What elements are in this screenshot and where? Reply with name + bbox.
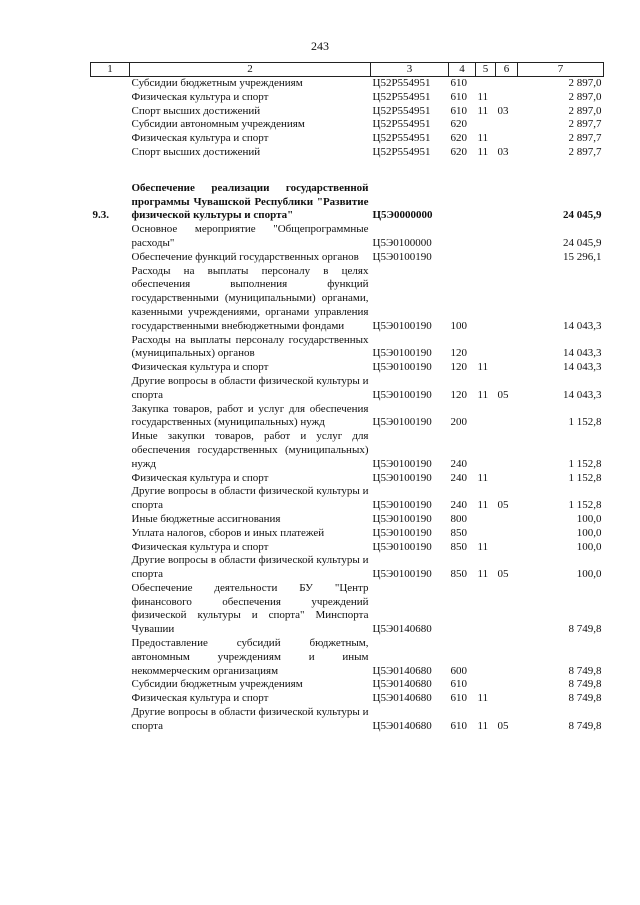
header-col-4: 4 bbox=[449, 63, 476, 77]
target-code: Ц5Э0100190 bbox=[372, 540, 432, 553]
row-number bbox=[91, 105, 130, 119]
table-row bbox=[91, 554, 604, 582]
subsection: 03 bbox=[497, 145, 509, 158]
target-code: Ц5Э0100190 bbox=[372, 319, 432, 332]
row-number bbox=[91, 541, 130, 555]
row-name: Физическая культура и спорт bbox=[131, 132, 269, 145]
subsection bbox=[496, 182, 518, 223]
section: 11 bbox=[477, 145, 489, 158]
target-code: Ц5Э0100190 bbox=[372, 416, 432, 429]
section bbox=[476, 251, 496, 265]
row-number bbox=[91, 77, 130, 91]
row-name: Обеспечение функций государственных органов bbox=[131, 250, 359, 263]
expense-type bbox=[449, 251, 476, 265]
table-row bbox=[91, 706, 604, 734]
target-code: Ц52Р554951 bbox=[372, 90, 431, 103]
amount: 8 749,8 bbox=[568, 678, 602, 691]
amount: 1 152,8 bbox=[568, 457, 602, 470]
row-name: Физическая культура и спорт bbox=[131, 692, 269, 705]
subsection bbox=[496, 472, 518, 486]
subsection: 05 bbox=[497, 388, 509, 401]
expense-type: 850 bbox=[450, 568, 467, 581]
expense-type: 240 bbox=[450, 499, 467, 512]
section: 11 bbox=[477, 104, 489, 117]
amount: 2 897,7 bbox=[568, 145, 602, 158]
expense-type: 240 bbox=[450, 471, 467, 484]
row-number bbox=[91, 430, 130, 471]
subsection bbox=[496, 77, 518, 91]
row-name: Спорт высших достижений bbox=[131, 104, 261, 117]
row-name: Иные бюджетные ассигнования bbox=[131, 512, 281, 525]
table-row bbox=[91, 182, 604, 223]
section bbox=[476, 182, 496, 223]
row-name: Субсидии бюджетным учреждениям bbox=[131, 77, 303, 89]
amount: 15 296,1 bbox=[563, 250, 602, 263]
row-number bbox=[91, 265, 130, 334]
row-name: Обеспечение реализации государственной программы Чувашской Республики "Развитие физической культуры и спорта" bbox=[131, 181, 369, 222]
row-number bbox=[91, 637, 130, 678]
row-name: Физическая культура и спорт bbox=[131, 90, 269, 103]
amount: 2 897,0 bbox=[568, 90, 602, 103]
subsection bbox=[496, 582, 518, 637]
section bbox=[476, 334, 496, 362]
row-name: Другие вопросы в области физической культуры и спорта bbox=[131, 706, 369, 732]
target-code: Ц5Э0140680 bbox=[372, 692, 432, 705]
table-row bbox=[91, 637, 604, 678]
row-name: Физическая культура и спорт bbox=[131, 471, 269, 484]
amount: 2 897,7 bbox=[568, 118, 602, 131]
expense-type: 850 bbox=[450, 526, 467, 539]
target-code: Ц5Э0100000 bbox=[372, 236, 432, 249]
table-row bbox=[91, 403, 604, 431]
table-row bbox=[91, 334, 604, 362]
section: 11 bbox=[477, 471, 489, 484]
table-row bbox=[91, 132, 604, 146]
target-code: Ц5Э0000000 bbox=[372, 209, 433, 222]
subsection bbox=[496, 527, 518, 541]
expense-type: 610 bbox=[450, 678, 467, 691]
target-code: Ц5Э0140680 bbox=[372, 664, 432, 677]
table-body bbox=[91, 77, 604, 734]
expense-type bbox=[449, 582, 476, 637]
expense-type: 620 bbox=[450, 118, 467, 131]
table-row bbox=[91, 251, 604, 265]
expense-type: 120 bbox=[450, 388, 467, 401]
spacer-cell bbox=[91, 160, 604, 182]
row-number bbox=[91, 361, 130, 375]
amount: 2 897,0 bbox=[568, 77, 602, 89]
row-name: Уплата налогов, сборов и иных платежей bbox=[131, 526, 325, 539]
subsection bbox=[496, 361, 518, 375]
table-row bbox=[91, 223, 604, 251]
amount: 2 897,7 bbox=[568, 132, 602, 145]
target-code: Ц5Э0100190 bbox=[372, 388, 432, 401]
subsection bbox=[496, 334, 518, 362]
subsection bbox=[496, 265, 518, 334]
target-code: Ц52Р554951 bbox=[372, 132, 431, 145]
section bbox=[476, 637, 496, 678]
row-number bbox=[91, 554, 130, 582]
amount: 1 152,8 bbox=[568, 471, 602, 484]
table-row bbox=[91, 692, 604, 706]
row-number bbox=[91, 223, 130, 251]
subsection: 03 bbox=[497, 104, 509, 117]
subsection bbox=[496, 132, 518, 146]
row-name: Иные закупки товаров, работ и услуг для обеспечения государственных (муниципальных) нужд bbox=[131, 430, 369, 470]
row-number bbox=[91, 146, 130, 160]
header-col-2: 2 bbox=[130, 63, 371, 77]
subsection bbox=[496, 251, 518, 265]
target-code: Ц5Э0100190 bbox=[372, 457, 432, 470]
table-row bbox=[91, 485, 604, 513]
amount: 100,0 bbox=[576, 526, 602, 539]
row-name: Обеспечение деятельности БУ "Центр финансового обеспечения учреждений физической культуры и спорта" Минспорта Чувашии bbox=[131, 581, 369, 636]
subsection bbox=[496, 223, 518, 251]
section: 11 bbox=[477, 132, 489, 145]
amount: 100,0 bbox=[576, 512, 602, 525]
section: 11 bbox=[477, 692, 489, 705]
target-code: Ц5Э0100190 bbox=[372, 471, 432, 484]
target-code: Ц52Р554951 bbox=[372, 145, 431, 158]
section bbox=[476, 678, 496, 692]
section: 11 bbox=[477, 719, 489, 732]
target-code: Ц5Э0100190 bbox=[372, 361, 432, 374]
row-number bbox=[91, 132, 130, 146]
header-col-3: 3 bbox=[371, 63, 449, 77]
subsection: 05 bbox=[497, 719, 509, 732]
table-row bbox=[91, 513, 604, 527]
target-code: Ц52Р554951 bbox=[372, 118, 431, 131]
target-code: Ц5Э0100190 bbox=[372, 526, 432, 539]
row-number bbox=[91, 678, 130, 692]
expense-type bbox=[449, 223, 476, 251]
amount: 8 749,8 bbox=[568, 664, 602, 677]
section: 11 bbox=[477, 90, 489, 103]
expense-type: 620 bbox=[450, 132, 467, 145]
table-row bbox=[91, 91, 604, 105]
table-row bbox=[91, 472, 604, 486]
table-row bbox=[91, 541, 604, 555]
expense-type bbox=[449, 182, 476, 223]
row-name: Другие вопросы в области физической культуры и спорта bbox=[131, 374, 369, 401]
row-number bbox=[91, 485, 130, 513]
budget-table bbox=[90, 62, 604, 734]
target-code: Ц52Р554951 bbox=[372, 104, 431, 117]
amount: 1 152,8 bbox=[568, 416, 602, 429]
amount: 24 045,9 bbox=[563, 209, 602, 222]
row-number bbox=[91, 118, 130, 132]
row-name: Физическая культура и спорт bbox=[131, 540, 269, 553]
section: 11 bbox=[477, 499, 489, 512]
section bbox=[476, 265, 496, 334]
target-code: Ц5Э0140680 bbox=[372, 623, 432, 636]
target-code: Ц5Э0100190 bbox=[372, 250, 432, 263]
header-col-6: 6 bbox=[496, 63, 518, 77]
row-number bbox=[91, 692, 130, 706]
row-number bbox=[91, 375, 130, 403]
row-number bbox=[91, 91, 130, 105]
row-number bbox=[91, 706, 130, 734]
table-row bbox=[91, 105, 604, 119]
subsection bbox=[496, 513, 518, 527]
page-number: 243 bbox=[311, 39, 329, 53]
section bbox=[476, 223, 496, 251]
subsection: 05 bbox=[497, 568, 509, 581]
expense-type: 610 bbox=[450, 77, 467, 89]
table-row bbox=[91, 527, 604, 541]
row-number bbox=[91, 582, 130, 637]
section bbox=[476, 77, 496, 91]
header-col-5: 5 bbox=[476, 63, 496, 77]
row-number bbox=[91, 403, 130, 431]
row-name: Другие вопросы в области физической культуры и спорта bbox=[131, 554, 369, 581]
spacer-row bbox=[91, 160, 604, 182]
amount: 14 043,3 bbox=[563, 347, 602, 360]
expense-type: 120 bbox=[450, 347, 467, 360]
section: 11 bbox=[477, 361, 489, 374]
section: 11 bbox=[477, 388, 489, 401]
expense-type: 850 bbox=[450, 540, 467, 553]
row-name: Субсидии автономным учреждениям bbox=[131, 118, 305, 131]
table-header bbox=[91, 63, 604, 77]
row-number: 9.3. bbox=[92, 209, 109, 222]
expense-type: 120 bbox=[450, 361, 467, 374]
section bbox=[476, 430, 496, 471]
subsection bbox=[496, 430, 518, 471]
amount: 8 749,8 bbox=[568, 692, 602, 705]
subsection bbox=[496, 678, 518, 692]
target-code: Ц5Э0100190 bbox=[372, 512, 432, 525]
row-name: Закупка товаров, работ и услуг для обеспечения государственных (муниципальных) нужд bbox=[131, 402, 369, 429]
table-row bbox=[91, 375, 604, 403]
expense-type: 600 bbox=[450, 664, 467, 677]
amount: 8 749,8 bbox=[568, 719, 602, 732]
header-col-7: 7 bbox=[518, 63, 604, 77]
subsection bbox=[496, 91, 518, 105]
target-code: Ц52Р554951 bbox=[372, 77, 431, 89]
row-number bbox=[91, 251, 130, 265]
table-row bbox=[91, 265, 604, 334]
row-name: Субсидии бюджетным учреждениям bbox=[131, 678, 303, 691]
row-name: Физическая культура и спорт bbox=[131, 361, 269, 374]
section bbox=[476, 513, 496, 527]
table-row bbox=[91, 582, 604, 637]
section bbox=[476, 403, 496, 431]
table-row bbox=[91, 118, 604, 132]
row-name: Расходы на выплаты персоналу государственных (муниципальных) органов bbox=[131, 333, 369, 360]
row-number bbox=[91, 513, 130, 527]
amount: 8 749,8 bbox=[568, 623, 602, 636]
section bbox=[476, 582, 496, 637]
subsection bbox=[496, 637, 518, 678]
amount: 2 897,0 bbox=[568, 104, 602, 117]
expense-type: 620 bbox=[450, 145, 467, 158]
amount: 14 043,3 bbox=[563, 361, 602, 374]
table-row bbox=[91, 430, 604, 471]
amount: 1 152,8 bbox=[568, 499, 602, 512]
row-name: Основное мероприятие "Общепрограммные расходы" bbox=[131, 223, 369, 249]
target-code: Ц5Э0100190 bbox=[372, 499, 432, 512]
amount: 24 045,9 bbox=[563, 236, 602, 249]
section: 11 bbox=[477, 540, 489, 553]
section: 11 bbox=[477, 568, 489, 581]
section bbox=[476, 527, 496, 541]
expense-type: 200 bbox=[450, 416, 467, 429]
amount: 14 043,3 bbox=[563, 388, 602, 401]
row-name: Спорт высших достижений bbox=[131, 145, 261, 158]
subsection bbox=[496, 403, 518, 431]
target-code: Ц5Э0100190 bbox=[372, 347, 432, 360]
row-name: Расходы на выплаты персоналу в целях обеспечения выполнения функций государственными (муниципальными) органами, казенными учреждениями, органами управления государственными внебюджетными фондами bbox=[131, 264, 369, 332]
row-number bbox=[91, 334, 130, 362]
target-code: Ц5Э0140680 bbox=[372, 678, 432, 691]
section bbox=[476, 118, 496, 132]
row-name: Другие вопросы в области физической культуры и спорта bbox=[131, 485, 369, 512]
target-code: Ц5Э0140680 bbox=[372, 719, 432, 732]
subsection bbox=[496, 118, 518, 132]
row-number bbox=[91, 472, 130, 486]
table-row bbox=[91, 678, 604, 692]
expense-type: 100 bbox=[450, 319, 467, 332]
subsection bbox=[496, 541, 518, 555]
amount: 100,0 bbox=[576, 540, 602, 553]
table-row bbox=[91, 77, 604, 91]
table-row bbox=[91, 146, 604, 160]
expense-type: 610 bbox=[450, 90, 467, 103]
expense-type: 800 bbox=[450, 512, 467, 525]
target-code: Ц5Э0100190 bbox=[372, 568, 432, 581]
expense-type: 610 bbox=[450, 719, 467, 732]
expense-type: 610 bbox=[450, 692, 467, 705]
header-col-1: 1 bbox=[91, 63, 130, 77]
expense-type: 240 bbox=[450, 457, 467, 470]
expense-type: 610 bbox=[450, 104, 467, 117]
table-row bbox=[91, 361, 604, 375]
subsection: 05 bbox=[497, 499, 509, 512]
row-name: Предоставление субсидий бюджетным, автономным учреждениям и иным некоммерческим организациям bbox=[131, 637, 369, 677]
row-number bbox=[91, 527, 130, 541]
amount: 14 043,3 bbox=[563, 319, 602, 332]
amount: 100,0 bbox=[576, 568, 602, 581]
subsection bbox=[496, 692, 518, 706]
